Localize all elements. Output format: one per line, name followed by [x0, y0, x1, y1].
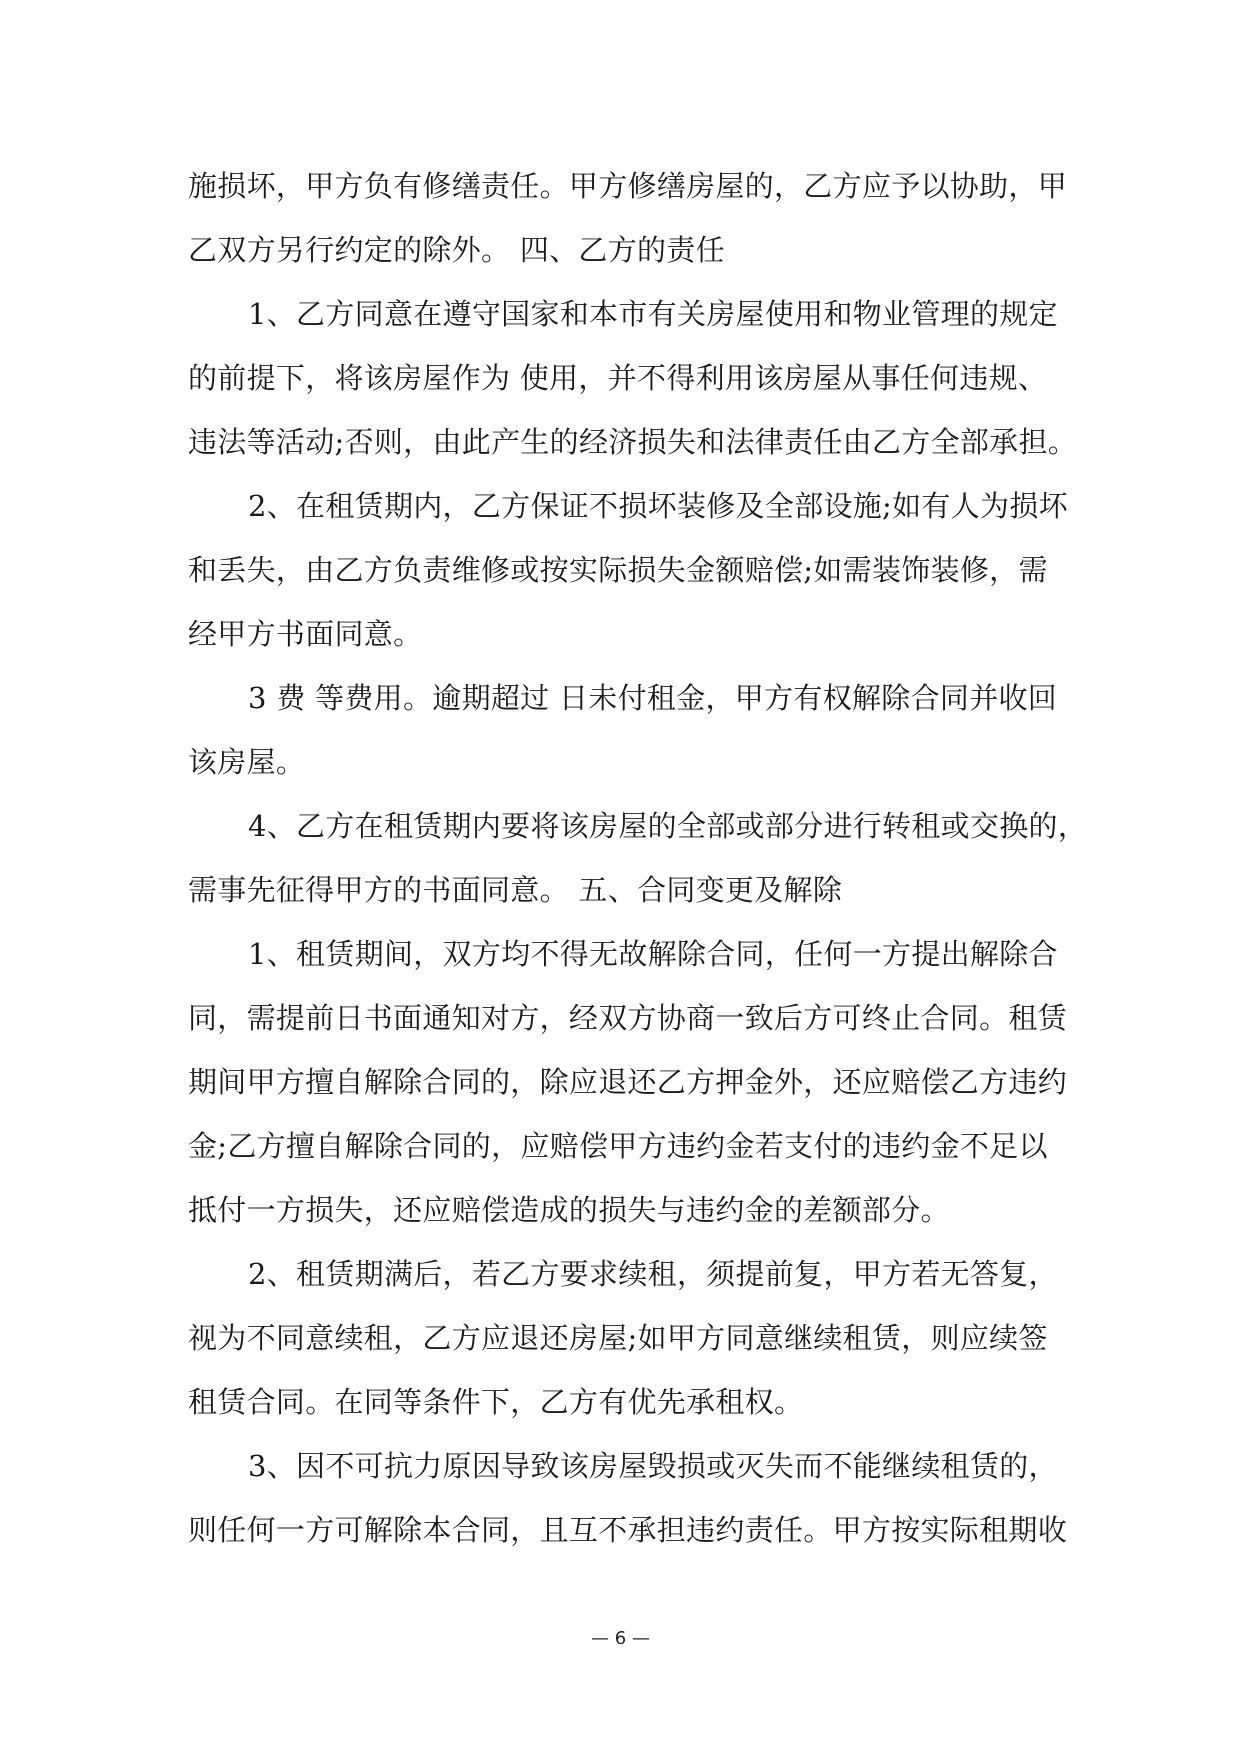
text-line: 的前提下，将该房屋作为 使用，并不得利用该房屋从事任何违规、	[188, 361, 1048, 395]
text-line: 租赁合同。在同等条件下，乙方有优先承租权。	[188, 1385, 804, 1419]
text-line: 1、租赁期间，双方均不得无故解除合同，任何一方提出解除合	[248, 937, 1058, 971]
text-line: 则任何一方可解除本合同，且互不承担违约责任。甲方按实际租期收	[188, 1513, 1068, 1547]
text-line: 3 费 等费用。逾期超过 日未付租金，甲方有权解除合同并收回	[248, 681, 1058, 715]
text-line: 2、在租赁期内，乙方保证不损坏装修及全部设施;如有人为损坏	[248, 489, 1068, 523]
text-line: 乙双方另行约定的除外。 四、乙方的责任	[188, 233, 725, 267]
text-line: 视为不同意续租，乙方应退还房屋;如甲方同意继续租赁，则应续签	[188, 1321, 1048, 1355]
page-number: — 6 —	[591, 1628, 650, 1649]
text-line: 1、乙方同意在遵守国家和本市有关房屋使用和物业管理的规定	[248, 297, 1058, 331]
text-line: 金;乙方擅自解除合同的，应赔偿甲方违约金若支付的违约金不足以	[188, 1129, 1048, 1163]
text-line: 违法等活动;否则，由此产生的经济损失和法律责任由乙方全部承担。	[188, 425, 1078, 459]
text-line: 同，需提前日书面通知对方，经双方协商一致后方可终止合同。租赁	[188, 1001, 1068, 1035]
text-line: 3、因不可抗力原因导致该房屋毁损或灭失而不能继续租赁的，	[248, 1449, 1058, 1483]
text-line: 该房屋。	[188, 745, 306, 779]
text-line: 和丢失，由乙方负责维修或按实际损失金额赔偿;如需装饰装修，需	[188, 553, 1048, 587]
text-line: 期间甲方擅自解除合同的，除应退还乙方押金外，还应赔偿乙方违约	[188, 1065, 1068, 1099]
text-line: 抵付一方损失，还应赔偿造成的损失与违约金的差额部分。	[188, 1193, 950, 1227]
text-line: 2、租赁期满后，若乙方要求续租，须提前复，甲方若无答复，	[248, 1257, 1058, 1291]
text-line: 施损坏，甲方负有修缮责任。甲方修缮房屋的，乙方应予以协助，甲	[188, 169, 1068, 203]
text-line: 需事先征得甲方的书面同意。 五、合同变更及解除	[188, 873, 843, 907]
document-body	[188, 154, 1088, 1562]
text-line: 经甲方书面同意。	[188, 617, 423, 651]
text-line: 4、乙方在租赁期内要将该房屋的全部或部分进行转租或交换的，	[248, 809, 1088, 843]
